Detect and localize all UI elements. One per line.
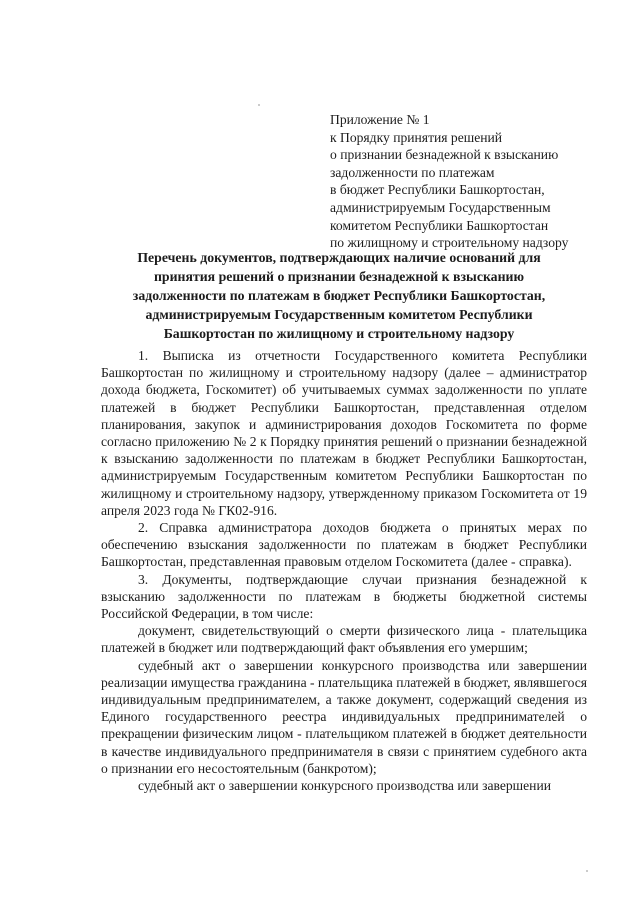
- appendix-line: комитетом Республики Башкортостан: [330, 217, 549, 233]
- appendix-line: в бюджет Республики Башкортостан,: [330, 182, 545, 198]
- title-line: администрируемым Государственным комитетом Республики: [145, 307, 533, 322]
- document-body: [101, 347, 587, 794]
- appendix-line: задолженности по платежам: [330, 164, 495, 180]
- paragraph-1: 1. Выписка из отчетности Государственного комитета Республики Башкортостан по жилищному и строительному надзору (далее – администратор дохода бюджета, Госкомитет) об учитываемых суммах задолженности по уплате платежей в бюджет Республики Башкортостан, представленная отделом планирования, закупок и администрирования доходов Госкомитета по форме согласно приложению № 2 к Порядку принятия решений о признании безнадежной к взысканию задолженности по платежам в бюджет Республики Башкортостан, администрируемым Государственным комитетом Республики Башкортостан по жилищному и строительному надзору, утвержденному приказом Госкомитета от 19 апреля 2023 года № ГК02-916.: [101, 348, 587, 518]
- paragraph-death-document: документ, свидетельствующий о смерти физического лица - плательщика платежей в бюджет или подтверждающий факт объявления его умершим;: [101, 623, 587, 656]
- document-title: [96, 248, 582, 343]
- paragraph-3: 3. Документы, подтверждающие случаи признания безнадежной к взысканию задолженности по платежам в бюджеты бюджетной системы Российской Федерации, в том числе:: [101, 571, 587, 622]
- appendix-header: [330, 111, 568, 252]
- paragraph-bankruptcy-continued: судебный акт о завершении конкурсного производства или завершении: [138, 778, 551, 794]
- appendix-line: Приложение № 1: [330, 112, 430, 127]
- title-line: принятия решений о признании безнадежной к взысканию: [153, 269, 525, 284]
- scan-speck: [258, 104, 260, 106]
- title-line: Башкортостан по жилищному и строительному надзору: [163, 326, 515, 341]
- appendix-line: по жилищному и строительному надзору: [330, 235, 569, 251]
- title-line: Перечень документов, подтверждающих наличие оснований для: [137, 250, 541, 265]
- paragraph-2: 2. Справка администратора доходов бюджета о принятых мерах по обеспечению взыскания задолженности по платежам в бюджет Республики Башкортостан, представленная правовым отделом Госкомитета (далее - справка).: [101, 520, 587, 570]
- appendix-line: администрируемым Государственным: [330, 199, 551, 215]
- title-line: задолженности по платежам в бюджет Республики Башкортостан,: [132, 288, 546, 303]
- paragraph-bankruptcy-individual: судебный акт о завершении конкурсного производства или завершении реализации имущества гражданина - плательщика платежей в бюджет, являвшегося индивидуальным предпринимателем, а также документ, содержащий сведения из Единого государственного реестра индивидуальных предпринимателей о прекращении физическим лицом - плательщиком платежей в бюджет деятельности в качестве индивидуального предпринимателя в связи с принятием судебного акта о признании его несостоятельным (банкротом);: [101, 657, 588, 776]
- appendix-line: к Порядку принятия решений: [330, 129, 503, 145]
- appendix-line: о признании безнадежной к взысканию: [330, 147, 559, 163]
- scan-speck: [586, 870, 588, 872]
